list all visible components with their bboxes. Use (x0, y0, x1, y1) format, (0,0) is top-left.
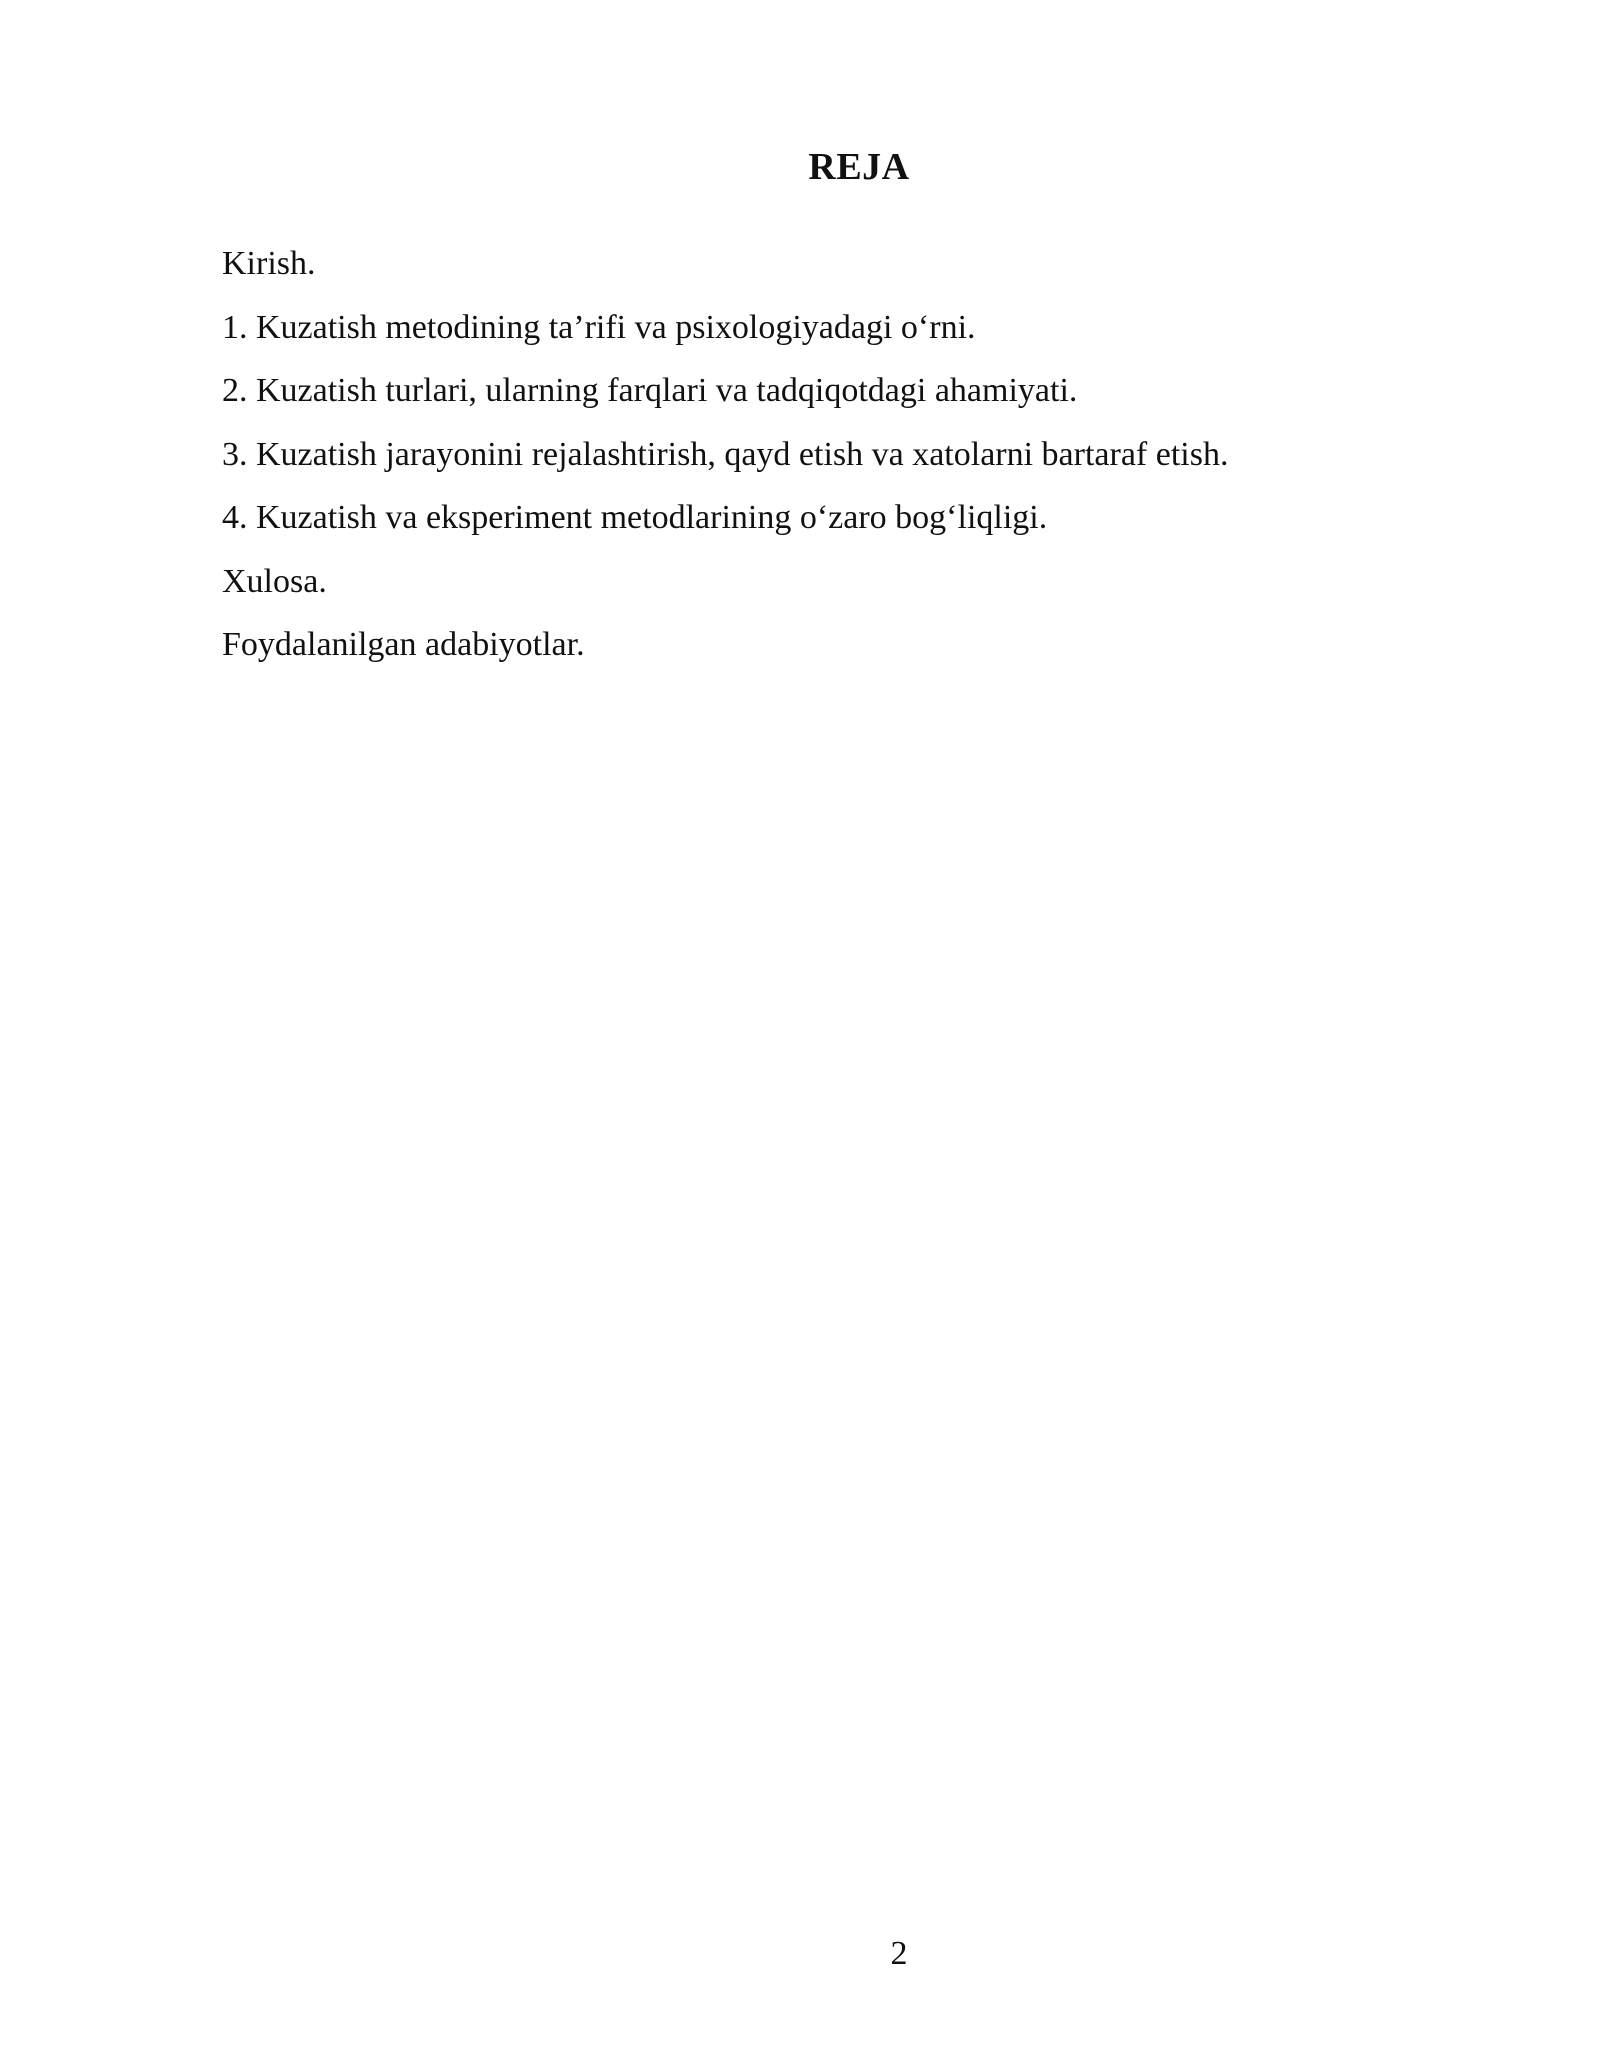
plan-list (222, 232, 1228, 677)
plan-item-3: 3. Kuzatish jarayonini rejalashtirish, qayd etish va xatolarni bartaraf etish. (222, 435, 1229, 473)
plan-item-1: 1. Kuzatish metodining ta’rifi va psixologiyadagi o‘rni. (222, 308, 976, 346)
page-number: 2 (890, 1935, 908, 1972)
plan-item-2: 2. Kuzatish turlari, ularning farqlari va tadqiqotdagi ahamiyati. (222, 372, 1078, 409)
plan-item-intro: Kirish. (222, 245, 316, 282)
plan-item-references: Foydalanilgan adabiyotlar. (222, 626, 585, 663)
plan-item-4: 4. Kuzatish va eksperiment metodlarining o‘zaro bog‘liqligi. (222, 499, 1048, 536)
plan-item-conclusion: Xulosa. (222, 562, 327, 600)
page-title: REJA (808, 146, 910, 188)
